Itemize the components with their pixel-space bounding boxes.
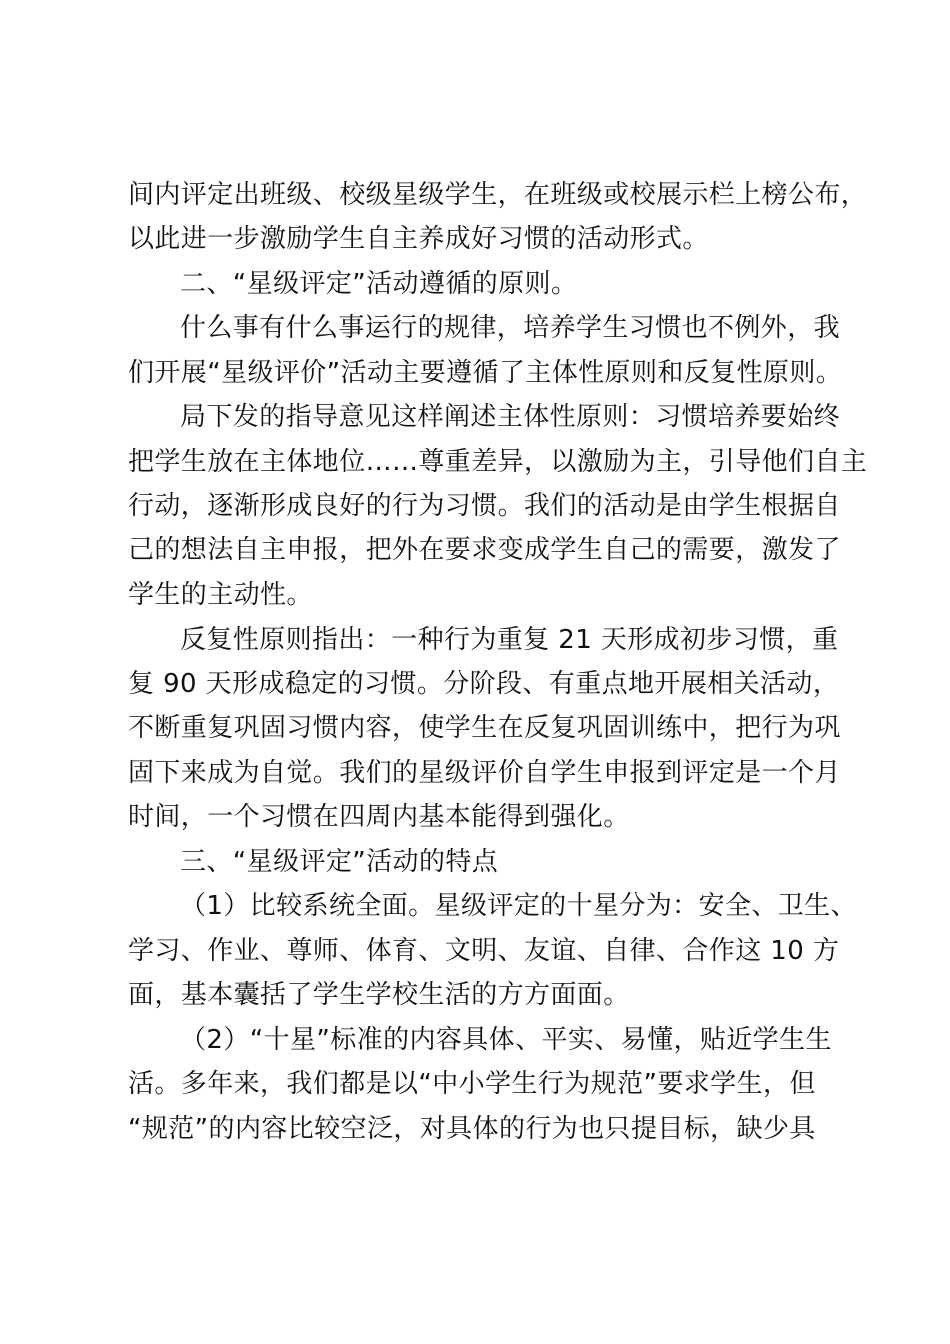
- text-line: 把学生放在主体地位……尊重差异，以激励为主，引导他们自主: [128, 447, 868, 477]
- text-line: 固下来成为自觉。我们的星级评价自学生申报到评定是一个月: [128, 758, 841, 788]
- text-line: “规范”的内容比较空泛，对具体的行为也只提目标，缺少具: [128, 1114, 816, 1144]
- text-line: 行动，逐渐形成良好的行为习惯。我们的活动是由学生根据自: [128, 491, 841, 521]
- text-line: 反复性原则指出：一种行为重复 21 天形成初步习惯，重: [180, 625, 839, 655]
- text-line: 以此进一步激励学生自主养成好习惯的活动形式。: [128, 224, 709, 254]
- text-line: 时间，一个习惯在四周内基本能得到强化。: [128, 802, 630, 832]
- text-line: 面，基本囊括了学生学校生活的方方面面。: [128, 980, 630, 1010]
- text-line: 什么事有什么事运行的规律，培养学生习惯也不例外，我: [180, 313, 841, 343]
- text-line: （2）“十星”标准的内容具体、平实、易懂，贴近学生生: [180, 1025, 832, 1055]
- text-line: 不断重复巩固习惯内容，使学生在反复巩固训练中，把行为巩: [128, 713, 841, 743]
- text-line: 复 90 天形成稳定的习惯。分阶段、有重点地开展相关活动，: [128, 669, 840, 699]
- section-heading: 二、“星级评定”活动遵循的原则。: [180, 269, 578, 299]
- text-line: 们开展“星级评价”活动主要遵循了主体性原则和反复性原则。: [128, 358, 843, 388]
- section-heading: 三、“星级评定”活动的特点: [180, 847, 499, 877]
- text-line: （1）比较系统全面。星级评定的十星分为：安全、卫生、: [180, 891, 857, 921]
- text-line: 学习、作业、尊师、体育、文明、友谊、自律、合作这 10 方: [128, 936, 840, 966]
- text-line: 己的想法自主申报，把外在要求变成学生自己的需要，激发了: [128, 535, 841, 565]
- text-line: 活。多年来，我们都是以“中小学生行为规范”要求学生，但: [128, 1069, 816, 1099]
- text-line: 局下发的指导意见这样阐述主体性原则：习惯培养要始终: [180, 402, 841, 432]
- text-line: 间内评定出班级、校级星级学生，在班级或校展示栏上榜公布，: [128, 180, 868, 210]
- text-line: 学生的主动性。: [128, 580, 313, 610]
